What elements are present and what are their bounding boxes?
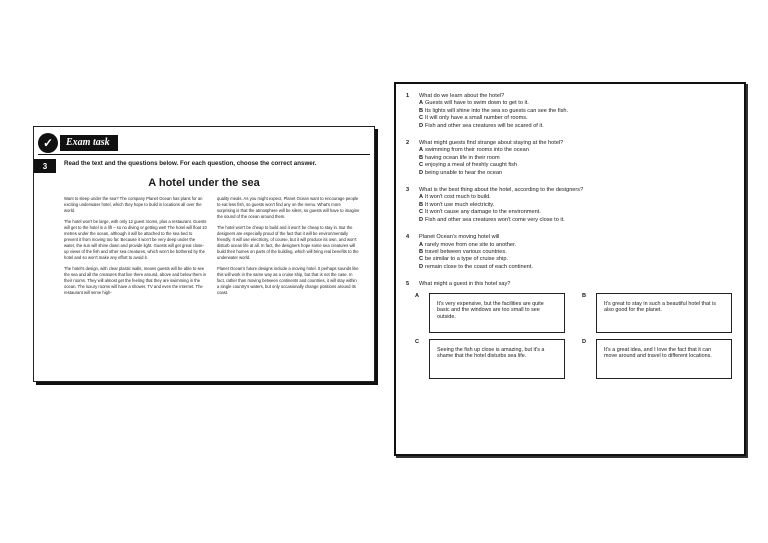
option-text: being unable to hear the ocean (425, 169, 503, 176)
exam-task-label: Exam task (60, 135, 118, 151)
article-paragraph: The hotel won't be cheap to build and it won't be cheap to stay in. But the designers are especially proud of the fact that it will be environmentally friendly. It will use electricity, of course, but it will produce its own, and won't disturb ocean life at all. In fact, the designers hope some sea creatures will build their homes on parts of the building, which will bring real benefits to the underwater world. (217, 225, 359, 260)
option-d[interactable] (406, 217, 734, 224)
option-text: Fish and other sea creatures will be scared of it. (425, 122, 544, 129)
answer-box-c[interactable] (415, 339, 565, 379)
option-text: be similar to a type of cruise ship. (425, 256, 509, 263)
option-letter: A (419, 241, 424, 248)
option-text: having ocean life in their room (425, 154, 500, 161)
option-letter: C (419, 162, 424, 169)
question-4 (406, 234, 734, 271)
header-divider (38, 154, 370, 155)
option-c[interactable] (406, 256, 734, 263)
question-stem: What might guests find strange about staying at the hotel? (419, 140, 564, 147)
article-paragraph: The hotel's design, with clear plastic walls, means guests will be able to see the sea and all the creatures that live there around, above and below them in their rooms. They will almost get the feeling that they are swimming in the ocean. The luxury rooms will have a shower, TV and even the internet. The restaurant will serve high- (64, 266, 207, 295)
option-letter: A (419, 100, 424, 107)
answer-box-d[interactable] (582, 339, 732, 379)
option-b[interactable] (406, 108, 734, 115)
box-text: It's great to stay in such a beautiful hotel that is also good for the planet. (596, 293, 732, 333)
article-body (64, 196, 360, 301)
option-b[interactable] (406, 155, 734, 162)
option-letter: D (419, 169, 424, 176)
article-paragraph: The hotel won't be large, with only 12 guest rooms, plus a restaurant. Guests will get to the hotel in a lift – so no diving or getting wet! The hotel will float 10 metres under the ocean, although it will be attached to the sea bed to prevent it from moving too far. Because it won't be very deep under the water, the sun will shine down and provide light. Guests will get great close-up views of the fish and other sea creatures, which won't be bothered by the hotel and so won't make any effort to avoid it. (64, 219, 207, 260)
question-number: 5 (406, 281, 410, 288)
question-3 (406, 187, 734, 224)
answer-box-b[interactable] (582, 293, 732, 333)
question-number: 4 (406, 234, 410, 241)
option-letter: C (419, 256, 424, 263)
option-a[interactable] (406, 194, 734, 201)
option-letter: D (419, 216, 424, 223)
option-d[interactable] (406, 264, 734, 271)
article-column-2 (217, 196, 360, 301)
answer-boxes (406, 293, 734, 379)
option-text: remain close to the coast of each continent. (425, 263, 533, 270)
article-title: A hotel under the sea (148, 177, 260, 189)
question-number: 3 (406, 187, 410, 194)
box-letter: B (582, 292, 587, 299)
question-number: 1 (406, 93, 410, 99)
question-stem: What do we learn about the hotel? (419, 93, 505, 99)
option-text: Its lights will shine into the sea so guests can see the fish. (425, 107, 569, 114)
option-c[interactable] (406, 162, 734, 169)
option-letter: B (419, 201, 424, 208)
question-stem: Planet Ocean's moving hotel will (419, 234, 500, 241)
option-letter: C (419, 209, 424, 216)
option-letter: A (419, 194, 424, 201)
option-c[interactable] (406, 115, 734, 122)
option-letter: B (419, 248, 424, 255)
option-letter: B (419, 154, 424, 161)
option-a[interactable] (406, 100, 734, 107)
option-text: swimming from their rooms into the ocean (425, 147, 529, 154)
option-text: It won't cost much to build. (425, 194, 491, 201)
box-text: It's a great idea, and I love the fact that it can move around and travel to different locations. (596, 339, 732, 379)
option-c[interactable] (406, 209, 734, 216)
article-paragraph: quality meals. As you might expect, Planet Ocean want to encourage people to eat less fish, so guests won't find any on the menu. What's more surprising is that the atmosphere will be silent, so guests will have to imagine the sound of the ocean around them. (217, 196, 360, 219)
option-a[interactable] (406, 242, 734, 249)
reading-page (33, 126, 375, 382)
option-letter: D (419, 122, 424, 129)
option-text: Guests will have to swim down to get to it. (425, 100, 529, 107)
question-stem: What is the best thing about the hotel, according to the designers? (419, 187, 584, 194)
option-text: It won't cause any damage to the environment. (425, 209, 541, 216)
exam-task-header (38, 132, 118, 154)
question-stem: What might a guest in this hotel say? (419, 281, 511, 288)
option-letter: D (419, 263, 424, 270)
option-b[interactable] (406, 202, 734, 209)
question-5 (406, 281, 734, 378)
question-1 (406, 93, 734, 130)
option-text: It will only have a small number of rooms. (425, 115, 528, 122)
question-2 (406, 140, 734, 177)
instruction-text: Read the text and the questions below. For each question, choose the correct answer. (64, 160, 317, 167)
box-letter: C (415, 338, 420, 345)
option-d[interactable] (406, 123, 734, 130)
question-number: 2 (406, 140, 410, 147)
answer-box-a[interactable] (415, 293, 565, 333)
article-column-1 (64, 196, 207, 301)
box-text: It's very expensive, but the facilities are quite basic and the windows are too small to see outside. (429, 293, 565, 333)
task-number-tab: 3 (34, 159, 56, 173)
box-letter: A (415, 292, 420, 299)
option-text: rarely move from one site to another. (425, 241, 517, 248)
option-text: enjoying a meal of freshly caught fish (425, 162, 518, 169)
option-letter: A (419, 147, 424, 154)
option-d[interactable] (406, 170, 734, 177)
option-text: Fish and other sea creatures won't come very close to it. (425, 216, 565, 223)
article-paragraph: Want to sleep under the sea? The company Planet Ocean has plans for an exciting underwater hotel, which they hope to build in locations all over the world. (64, 196, 203, 213)
questions-page (394, 82, 746, 456)
check-icon: ✓ (38, 133, 58, 153)
option-text: It won't use much electricity. (425, 201, 495, 208)
option-a[interactable] (406, 147, 734, 154)
article-paragraph: Planet Ocean's future designs include a moving hotel. It perhaps sounds like this will work in the same way as a cruise ship, but that is not the case. In fact, rather than moving between continents and countries, it will stay within a single country's waters, but only occasionally change positions around its coast. (217, 266, 359, 295)
option-letter: C (419, 115, 424, 122)
box-text: Seeing the fish up close is amazing, but it's a shame that the hotel disturbs sea life. (429, 339, 565, 379)
option-letter: B (419, 107, 424, 114)
box-letter: D (582, 338, 587, 345)
option-b[interactable] (406, 249, 734, 256)
option-text: travel between various countries. (425, 248, 507, 255)
